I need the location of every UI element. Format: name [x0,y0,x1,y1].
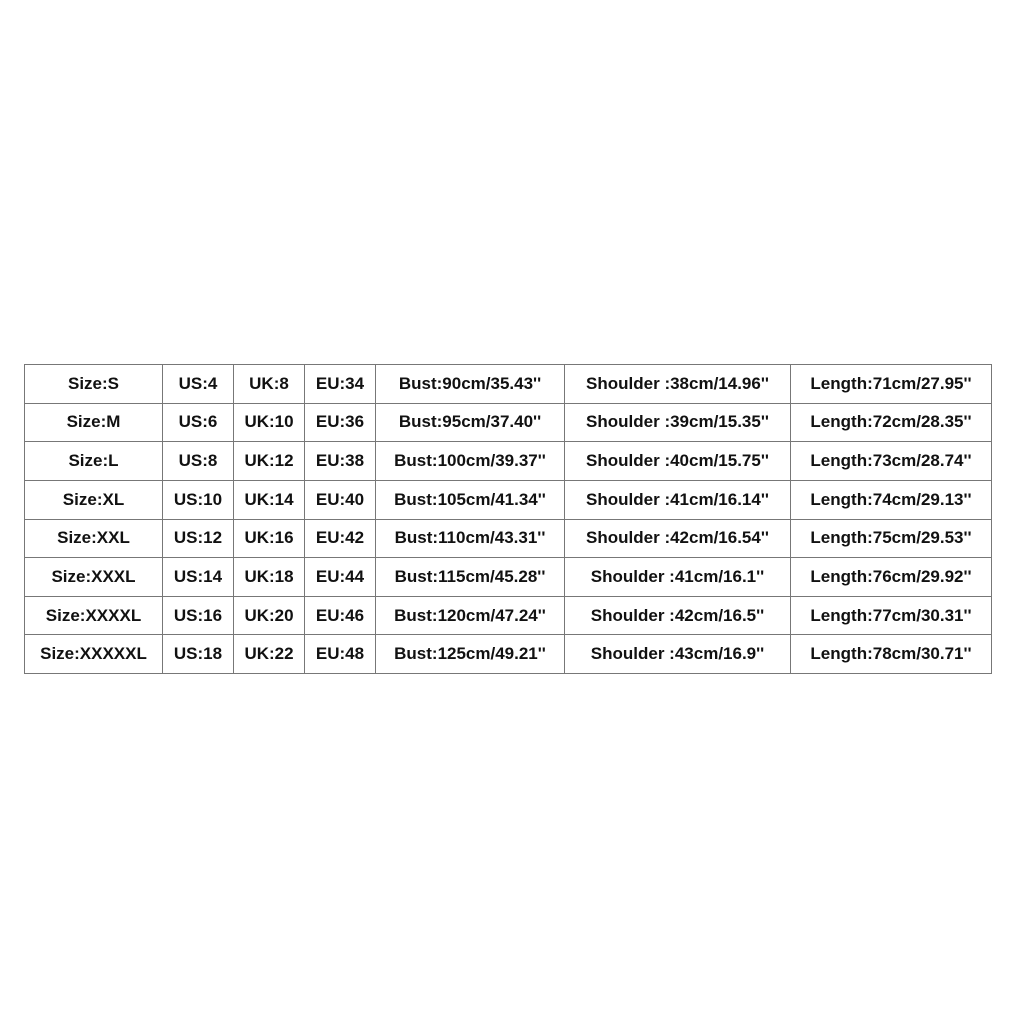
length-cell: Length:77cm/30.31'' [791,596,992,635]
shoulder-cell: Shoulder :41cm/16.14'' [565,480,791,519]
bust-cell: Bust:110cm/43.31'' [376,519,565,558]
eu-size-cell: EU:40 [305,480,376,519]
length-cell: Length:78cm/30.71'' [791,635,992,674]
length-cell: Length:73cm/28.74'' [791,442,992,481]
size-row-l [25,442,992,481]
eu-size-cell: EU:38 [305,442,376,481]
size-cell: Size:XXXL [25,558,163,597]
eu-size-cell: EU:46 [305,596,376,635]
size-row-s [25,365,992,404]
us-size-cell: US:10 [163,480,234,519]
us-size-cell: US:14 [163,558,234,597]
uk-size-cell: UK:12 [234,442,305,481]
shoulder-cell: Shoulder :39cm/15.35'' [565,403,791,442]
shoulder-cell: Shoulder :43cm/16.9'' [565,635,791,674]
uk-size-cell: UK:18 [234,558,305,597]
bust-cell: Bust:100cm/39.37'' [376,442,565,481]
length-cell: Length:74cm/29.13'' [791,480,992,519]
size-cell: Size:L [25,442,163,481]
size-cell: Size:M [25,403,163,442]
size-cell: Size:S [25,365,163,404]
size-cell: Size:XXXXL [25,596,163,635]
shoulder-cell: Shoulder :42cm/16.54'' [565,519,791,558]
bust-cell: Bust:95cm/37.40'' [376,403,565,442]
eu-size-cell: EU:42 [305,519,376,558]
shoulder-cell: Shoulder :41cm/16.1'' [565,558,791,597]
size-row-xxxxl [25,596,992,635]
uk-size-cell: UK:14 [234,480,305,519]
uk-size-cell: UK:10 [234,403,305,442]
us-size-cell: US:4 [163,365,234,404]
bust-cell: Bust:105cm/41.34'' [376,480,565,519]
bust-cell: Bust:120cm/47.24'' [376,596,565,635]
uk-size-cell: UK:8 [234,365,305,404]
length-cell: Length:76cm/29.92'' [791,558,992,597]
eu-size-cell: EU:44 [305,558,376,597]
length-cell: Length:75cm/29.53'' [791,519,992,558]
uk-size-cell: UK:20 [234,596,305,635]
bust-cell: Bust:125cm/49.21'' [376,635,565,674]
shoulder-cell: Shoulder :38cm/14.96'' [565,365,791,404]
size-row-xl [25,480,992,519]
bust-cell: Bust:115cm/45.28'' [376,558,565,597]
shoulder-cell: Shoulder :42cm/16.5'' [565,596,791,635]
size-row-m [25,403,992,442]
length-cell: Length:71cm/27.95'' [791,365,992,404]
shoulder-cell: Shoulder :40cm/15.75'' [565,442,791,481]
size-row-xxl [25,519,992,558]
bust-cell: Bust:90cm/35.43'' [376,365,565,404]
us-size-cell: US:6 [163,403,234,442]
uk-size-cell: UK:16 [234,519,305,558]
eu-size-cell: EU:36 [305,403,376,442]
us-size-cell: US:18 [163,635,234,674]
us-size-cell: US:8 [163,442,234,481]
eu-size-cell: EU:48 [305,635,376,674]
us-size-cell: US:12 [163,519,234,558]
us-size-cell: US:16 [163,596,234,635]
size-chart-table [24,364,992,674]
size-row-xxxxxl [25,635,992,674]
size-row-xxxl [25,558,992,597]
size-cell: Size:XXXXXL [25,635,163,674]
eu-size-cell: EU:34 [305,365,376,404]
size-cell: Size:XL [25,480,163,519]
size-cell: Size:XXL [25,519,163,558]
length-cell: Length:72cm/28.35'' [791,403,992,442]
uk-size-cell: UK:22 [234,635,305,674]
